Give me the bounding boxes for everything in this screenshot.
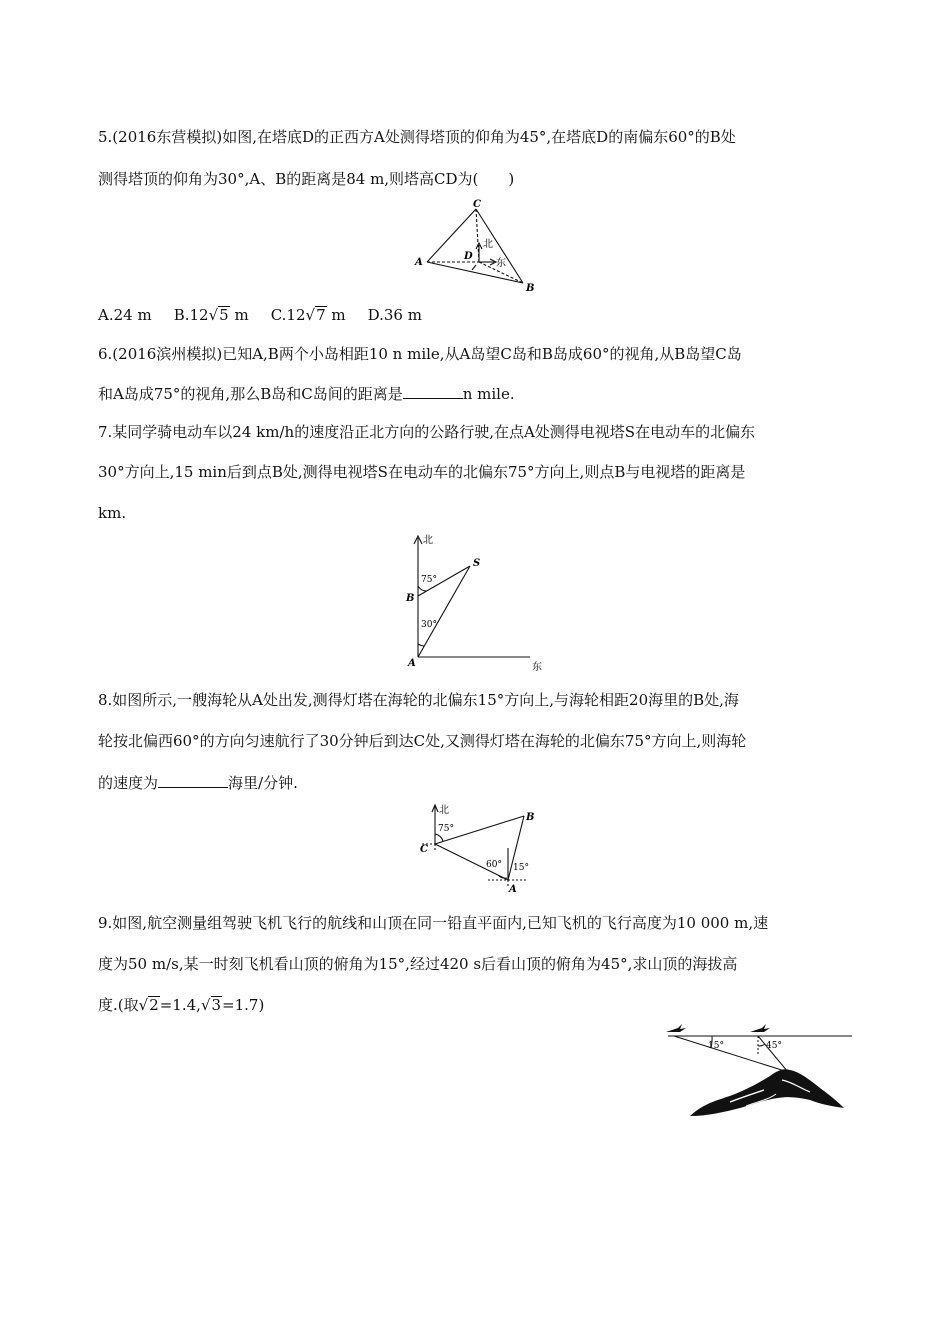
q6-answer-blank[interactable] <box>403 384 463 399</box>
q5-option-b-unit: m <box>229 306 249 324</box>
q7-label-b: B <box>406 593 415 604</box>
q6-line-1: 6.(2016滨州模拟)已知A,B两个小岛相距10 n mile,从A岛望C岛和B岛成60°的视角,从B岛望C岛 <box>98 345 742 363</box>
q8-label-b: B <box>526 812 535 823</box>
q7-line-2: 30°方向上,15 min后到点B处,测得电视塔S在电动车的北偏东75°方向上,则点B与电视塔的距离是 <box>98 463 746 481</box>
q9-sqrt-3-radicand: 3 <box>211 996 222 1014</box>
q5-option-a: A.24 m <box>98 306 152 324</box>
q5-figure-pyramid <box>410 195 540 295</box>
airplane-icon <box>666 1024 770 1032</box>
q6-line-2-unit: n mile. <box>462 385 515 403</box>
q6-line-2 <box>98 384 515 404</box>
q5-label-east: 东 <box>496 258 506 269</box>
q5-option-b-radicand: 5 <box>219 306 229 324</box>
q9-sqrt-2-radicand: 2 <box>149 996 159 1014</box>
q5-label-b: B <box>526 283 535 294</box>
q8-answer-blank[interactable] <box>158 773 228 788</box>
q6-line-2-text: 和A岛成75°的视角,那么B岛和C岛间的距离是 <box>98 385 403 403</box>
q8-line-3 <box>98 773 298 793</box>
q7-line-3: km. <box>98 504 127 522</box>
q8-angle-75: 75° <box>438 824 454 834</box>
q5-option-b-radical: √5 <box>208 306 229 324</box>
q5-option-c-unit: m <box>326 306 346 324</box>
q8-line-2: 轮按北偏西60°的方向匀速航行了30分钟后到达C处,又测得灯塔在海轮的北偏东75°方向上,则海轮 <box>98 732 747 750</box>
q8-line-3-unit: 海里/分钟. <box>228 774 298 792</box>
mountain-icon <box>690 1069 844 1116</box>
q9-line-3-text: 度.(取 <box>98 996 139 1014</box>
q5-option-b-coef: B.12 <box>173 306 209 324</box>
q8-line-1: 8.如图所示,一艘海轮从A处出发,测得灯塔在海轮的北偏东15°方向上,与海轮相距20海里的B处,海 <box>98 691 739 709</box>
q5-option-c-radicand: 7 <box>316 306 326 324</box>
q5-line-1: 5.(2016东营模拟)如图,在塔底D的正西方A处测得塔顶的仰角为45°,在塔底D的南偏东60°的B处 <box>98 128 736 146</box>
q9-line-3-mid: =1.4, <box>159 996 201 1014</box>
q5-label-c: C <box>473 199 481 210</box>
q5-options <box>98 305 444 325</box>
q9-line-2: 度为50 m/s,某一时刻飞机看山顶的俯角为15°,经过420 s后看山顶的俯角为45°,求山顶的海拔高 <box>98 955 738 973</box>
q9-sqrt-3: √3 <box>200 996 222 1014</box>
q5-label-d: D <box>464 251 473 262</box>
q9-figure-mountain <box>660 1020 860 1120</box>
q7-figure <box>400 530 550 675</box>
q8-figure <box>410 800 550 895</box>
q8-angle-15: 15° <box>513 863 529 873</box>
q7-line-1: 7.某同学骑电动车以24 km/h的速度沿正北方向的公路行驶,在点A处测得电视塔S在电动车的北偏东 <box>98 423 756 441</box>
q8-label-a: A <box>509 884 517 895</box>
q7-label-a: A <box>408 658 416 669</box>
q9-sqrt-2: √2 <box>138 996 159 1014</box>
q7-label-east: 东 <box>532 662 542 673</box>
q5-option-d: D.36 m <box>367 306 422 324</box>
q8-label-north: 北 <box>439 805 449 816</box>
q8-line-3-text: 的速度为 <box>98 774 159 792</box>
q5-option-c-coef: C.12 <box>270 306 306 324</box>
q9-line-1: 9.如图,航空测量组驾驶飞机飞行的航线和山顶在同一铅直平面内,已知飞机的飞行高度为10 000 m,速 <box>98 914 769 932</box>
q5-option-b <box>174 305 249 325</box>
q8-label-c: C <box>420 844 428 855</box>
q5-option-c-radical: √7 <box>305 306 326 324</box>
q5-label-a: A <box>415 257 423 268</box>
q7-angle-30: 30° <box>421 620 437 630</box>
q7-label-north: 北 <box>423 535 433 546</box>
q9-angle-15: 15° <box>708 1041 724 1051</box>
q9-line-3 <box>98 995 264 1015</box>
q5-line-2: 测得塔顶的仰角为30°,A、B的距离是84 m,则塔高CD为( ) <box>98 170 515 188</box>
q7-angle-75: 75° <box>421 575 437 585</box>
q8-angle-60: 60° <box>486 860 502 870</box>
q7-label-s: S <box>473 558 481 569</box>
q5-option-c <box>271 305 346 325</box>
q9-line-3-end: =1.7) <box>222 996 265 1014</box>
q5-label-north: 北 <box>483 239 493 250</box>
q9-angle-45: 45° <box>766 1041 782 1051</box>
